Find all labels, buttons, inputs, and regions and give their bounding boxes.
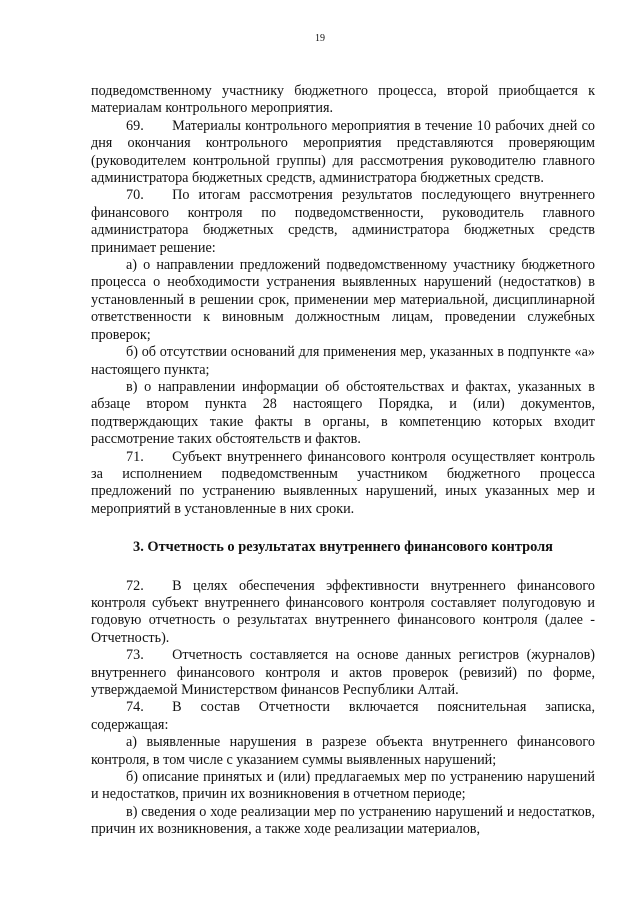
paragraph-71: 71. Субъект внутреннего финансового контроля осуществляет контроль за исполнением подведомственным участником бюджетного процесса предложений по устранению выявленных нарушений, иных указанных мер и мероприятий в установленные в них сроки. — [91, 448, 595, 517]
paragraph-70: 70. По итогам рассмотрения результатов последующего внутреннего финансового контроля по подведомственности, руководитель главного администратора бюджетных средств, администратора бюджетных средств принимает решение: — [91, 187, 595, 256]
paragraph-69: 69. Материалы контрольного мероприятия в течение 10 рабочих дней со дня окончания контрольного мероприятия представляются проверяющим (руководителем контрольной группы) для рассмотрения руководителю главного администратора бюджетных средств, администратора бюджетных средств. — [91, 117, 595, 187]
page-number: 19 — [315, 33, 325, 44]
paragraph-70-b: б) об отсутствии оснований для применения мер, указанных в подпункте «а» настоящего пункта; — [91, 344, 595, 378]
paragraph-70-c: в) о направлении информации об обстоятельствах и фактах, указанных в абзаце втором пункта 28 настоящего Порядка, и (или) документов, подтверждающих такие факты в органы, в компетенцию которых входит рассмотрение таких обстоятельств и фактов. — [91, 378, 595, 448]
paragraph-70-a: а) о направлении предложений подведомственному участнику бюджетного процесса о необходимости устранения выявленных нарушений (недостатков) в установленный в решении срок, применении мер материальной, дисциплинарной ответственности к виновным должностным лицам, проведении служебных проверок; — [91, 257, 595, 343]
paragraph-continuation: подведомственному участнику бюджетного процесса, второй приобщается к материалам контрольного мероприятия. — [91, 83, 595, 117]
paragraph-72: 72. В целях обеспечения эффективности внутреннего финансового контроля субъект внутреннего финансового контроля составляет полугодовую и годовую отчетность о результатах внутреннего финансового контроля (далее - Отчетность). — [91, 577, 595, 646]
section-heading: 3. Отчетность о результатах внутреннего финансового контроля — [133, 539, 553, 556]
paragraph-74-a: а) выявленные нарушения в разрезе объекта внутреннего финансового контроля, в том числе с указанием суммы выявленных нарушений; — [91, 734, 595, 768]
paragraph-74-b: б) описание принятых и (или) предлагаемых мер по устранению нарушений и недостатков, причин их возникновения в отчетном периоде; — [91, 769, 595, 803]
paragraph-74: 74. В состав Отчетности включается пояснительная записка, содержащая: — [91, 699, 595, 733]
paragraph-73: 73. Отчетность составляется на основе данных регистров (журналов) внутреннего финансового контроля и актов проверок (ревизий) по форме, утверждаемой Министерством финансов Республики Алтай. — [91, 647, 595, 698]
document-body — [91, 83, 595, 839]
paragraph-74-c: в) сведения о ходе реализации мер по устранению нарушений и недостатков, причин их возникновения, а также ходе реализации материалов, — [91, 803, 595, 838]
